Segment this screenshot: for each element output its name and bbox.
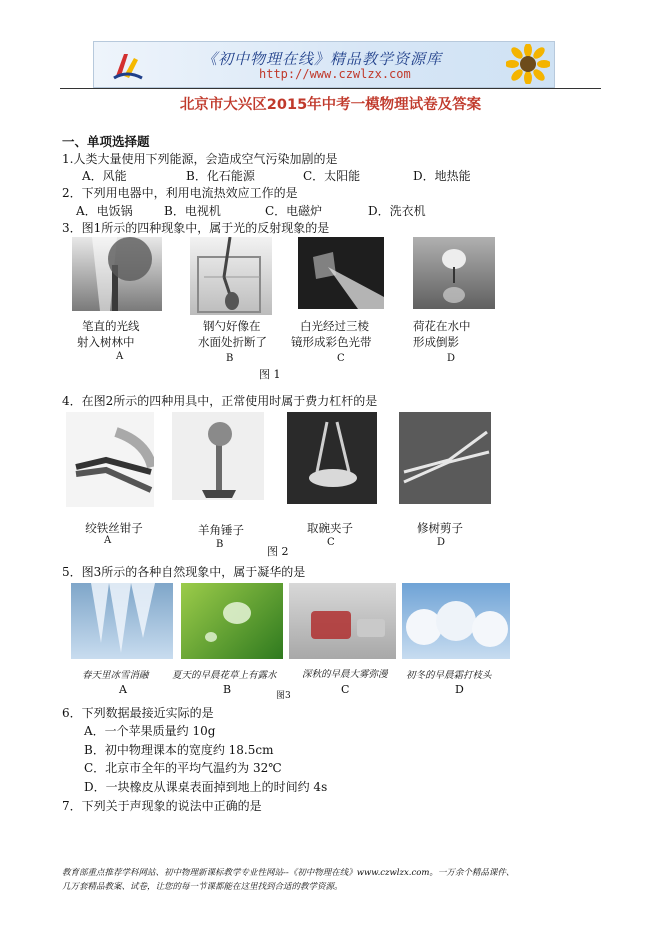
question-6-stem: 6．下列数据最接近实际的是: [62, 706, 214, 720]
q2-option-a: A．电饭锅: [76, 204, 133, 218]
question-3-stem: 3．图1所示的四种现象中，属于光的反射现象的是: [62, 221, 330, 235]
photo-lotus-reflection: [413, 237, 495, 309]
q4-letter-c: C: [327, 537, 335, 548]
photo-claw-hammer: [172, 412, 264, 500]
q4-caption-c: 取碗夹子: [307, 521, 353, 535]
q3-caption-d: 荷花在水中 形成倒影: [413, 319, 471, 349]
q1-option-b: B．化石能源: [186, 169, 255, 183]
banner-title: 《初中物理在线》精品教学资源库: [202, 50, 443, 68]
question-5-stem: 5．图3所示的各种自然现象中，属于凝华的是: [62, 565, 306, 579]
page-footer: [62, 866, 607, 894]
site-logo-icon: [110, 48, 144, 82]
q3-caption-b: 钢勺好像在 水面处折断了: [198, 319, 267, 349]
question-7-stem: 7．下列关于声现象的说法中正确的是: [62, 799, 262, 813]
q4-letter-a: A: [104, 535, 112, 546]
prism-icon: [298, 237, 384, 309]
figure-2-label: 图 2: [267, 545, 289, 558]
photo-frost-on-branches: [402, 583, 510, 659]
question-4-stem: 4．在图2所示的四种用具中，正常使用时属于费力杠杆的是: [62, 394, 378, 408]
q4-caption-a: 绞铁丝钳子: [85, 521, 143, 535]
q5-caption-d: 初冬的早晨霜打枝头: [406, 670, 492, 681]
q2-option-b: B．电视机: [164, 204, 221, 218]
photo-dew-on-leaf: [181, 583, 283, 659]
q4-letter-d: D: [437, 537, 446, 548]
tree-icon: [72, 237, 162, 311]
q3-letter-a: A: [116, 351, 124, 362]
tongs-icon: [287, 412, 377, 504]
q3-letter-c: C: [337, 353, 345, 364]
footer-line-1: 教育部重点推荐学科网站、初中物理新课标教学专业性网站--《初中物理在线》www.czwlzx.com。一万余个精品课件、: [62, 868, 515, 878]
q1-option-a: A．风能: [82, 169, 127, 183]
photo-prism-dispersion: [298, 237, 384, 309]
shears-icon: [399, 412, 491, 504]
figure-3-label: 图3: [276, 691, 291, 701]
q3-letter-d: D: [447, 353, 456, 364]
page-title: 北京市大兴区2015年中考一模物理试卷及答案: [179, 97, 482, 113]
icicle-icon: [71, 583, 173, 659]
q5-caption-c: 深秋的早晨大雾弥漫: [302, 669, 388, 680]
photo-pliers: [66, 412, 154, 507]
frost-tree-icon: [402, 583, 510, 659]
pliers-icon: [66, 412, 154, 507]
photo-dense-fog: [289, 583, 396, 659]
spoon-icon: [190, 237, 272, 315]
q5-caption-a: 春天里冰雪消融: [82, 670, 149, 681]
header-rule: [60, 88, 601, 89]
q4-caption-d: 修树剪子: [417, 521, 463, 535]
photo-pruning-shears: [399, 412, 491, 504]
q2-option-c: C．电磁炉: [265, 204, 323, 218]
q5-caption-b: 夏天的早晨花草上有露水: [172, 670, 277, 681]
q1-option-c: C．太阳能: [303, 169, 361, 183]
lotus-icon: [413, 237, 495, 309]
question-1-stem: 1.人类大量使用下列能源，会造成空气污染加剧的是: [62, 152, 338, 166]
q6-option-b: B．初中物理课本的宽度约 18.5cm: [84, 743, 274, 757]
q3-caption-c: 白光经过三棱 镜形成彩色光带: [291, 319, 372, 349]
figure-1-label: 图 1: [259, 368, 281, 381]
q6-option-c: C．北京市全年的平均气温约为 32℃: [84, 761, 282, 775]
q2-option-d: D．洗衣机: [368, 204, 426, 218]
banner-url[interactable]: http://www.czwlzx.com: [259, 67, 411, 81]
water-drop-icon: [181, 583, 283, 659]
q4-letter-b: B: [216, 539, 224, 550]
photo-melting-ice: [71, 583, 173, 659]
q4-caption-b: 羊角锤子: [198, 523, 244, 537]
q5-letter-d: D: [455, 683, 464, 696]
q6-option-a: A．一个苹果质量约 10g: [84, 724, 216, 738]
q1-option-d: D．地热能: [413, 169, 471, 183]
photo-spoon-in-water: [190, 237, 272, 315]
q6-option-d: D．一块橡皮从课桌表面掉到地上的时间约 4s: [84, 780, 328, 794]
q3-letter-b: B: [226, 353, 234, 364]
car-icon: [289, 583, 396, 659]
header-banner: [93, 41, 555, 88]
hammer-icon: [172, 412, 264, 500]
q3-caption-a: 笔直的光线 射入树林中: [77, 319, 140, 349]
sunflower-icon: [506, 44, 550, 84]
q5-letter-b: B: [223, 683, 232, 696]
photo-bowl-tongs: [287, 412, 377, 504]
section-title: 一、单项选择题: [62, 134, 150, 149]
q5-letter-c: C: [341, 683, 350, 696]
q5-letter-a: A: [119, 683, 127, 696]
photo-light-in-forest: [72, 237, 162, 311]
question-2-stem: 2．下列用电器中，利用电流热效应工作的是: [62, 186, 298, 200]
footer-line-2: 几万套精品教案、试卷，让您的每一节课都能在这里找到合适的教学资源。: [62, 882, 343, 892]
